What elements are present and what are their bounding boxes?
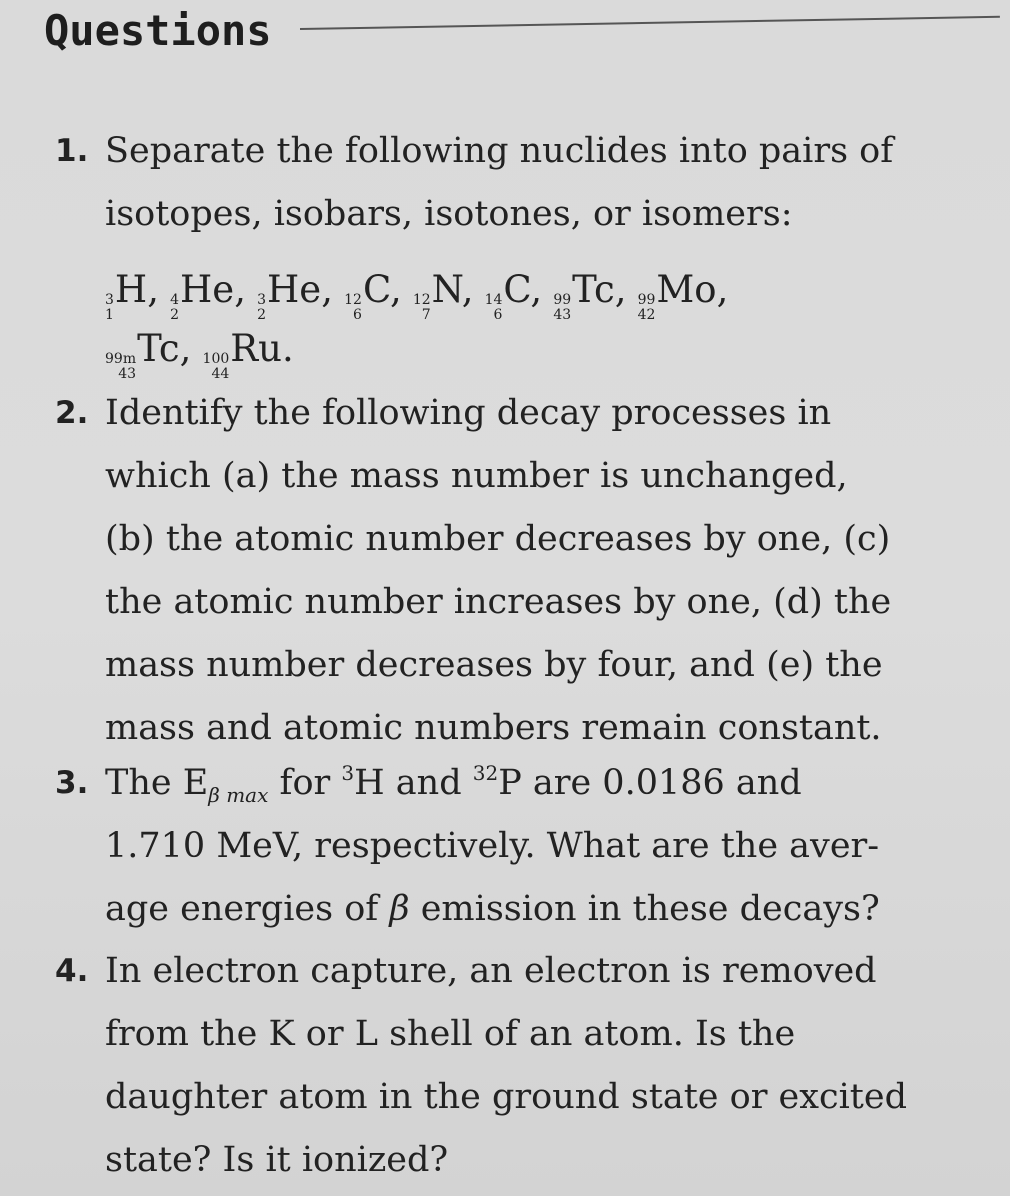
mass-number: 12	[412, 292, 431, 309]
question-text-line: daughter atom in the ground state or excited	[105, 1077, 907, 1117]
question-1	[55, 120, 975, 382]
question-text-line: In electron capture, an electron is removed	[105, 951, 877, 991]
element-symbol: He	[267, 268, 322, 311]
mass-number: 3	[257, 292, 267, 309]
nuclide-indices	[257, 293, 266, 323]
element-symbol: H	[114, 268, 148, 311]
mass-number: 12	[344, 292, 362, 309]
question-text-line: age energies of β emission in these decays?	[105, 889, 880, 929]
question-text-line: (b) the atomic number decreases by one, (c)	[105, 519, 891, 559]
question-number: 4.	[55, 953, 89, 989]
nuclide-indices	[105, 352, 136, 382]
question-number: 1.	[55, 133, 89, 169]
nuclide	[105, 264, 159, 323]
atomic-number: 1	[105, 307, 114, 324]
element-symbol: N	[431, 268, 462, 311]
question-number: 2.	[55, 395, 89, 431]
element-symbol: C	[503, 268, 531, 311]
mass-number: 14	[484, 292, 503, 309]
mass-number: 3	[341, 761, 355, 785]
atomic-number: 43	[118, 366, 137, 383]
separator: ,	[716, 268, 729, 311]
nuclide-indices	[638, 293, 656, 323]
nuclide	[105, 323, 191, 382]
nuclide	[413, 264, 474, 323]
question-text-line: state? Is it ionized?	[105, 1140, 449, 1180]
element-symbol: Mo	[656, 268, 717, 311]
atomic-number: 7	[421, 307, 431, 324]
nuclide	[344, 264, 402, 323]
question-text-line: mass number decreases by four, and (e) the	[105, 645, 883, 685]
element-symbol: Tc	[572, 268, 615, 311]
question-text-line: which (a) the mass number is unchanged,	[105, 456, 848, 496]
question-3	[55, 752, 975, 941]
nuclide	[170, 264, 246, 323]
question-text-line: from the K or L shell of an atom. Is the	[105, 1014, 796, 1054]
nuclide-indices	[344, 293, 362, 323]
nuclide	[553, 264, 626, 323]
question-text-line: 1.710 MeV, respectively. What are the aver-	[105, 826, 880, 866]
atomic-number: 42	[637, 307, 656, 324]
nuclide-indices	[485, 293, 503, 323]
page-heading: Questions	[44, 6, 272, 55]
beta-symbol: β	[389, 889, 410, 929]
mass-number: 32	[472, 761, 499, 785]
nuclide-indices	[170, 293, 179, 323]
element-symbol: C	[362, 268, 390, 311]
atomic-number: 44	[211, 366, 230, 383]
question-text-line: The $E_{\beta max}$ for $^3$H and $^{32}$P are 0.0186 and	[105, 761, 802, 807]
question-text-line: isotopes, isobars, isotones, or isomers:	[105, 194, 793, 234]
nuclide	[638, 264, 729, 323]
element-symbol: He	[180, 268, 235, 311]
separator: ,	[461, 268, 474, 311]
separator: ,	[147, 268, 159, 311]
atomic-number: 6	[353, 307, 362, 324]
mass-number: 99	[553, 292, 572, 309]
question-4	[55, 940, 975, 1192]
nuclide-indices	[413, 293, 431, 323]
nuclide-indices	[553, 293, 571, 323]
nuclide	[257, 264, 333, 323]
nuclide-list	[105, 264, 805, 382]
question-number: 3.	[55, 765, 89, 801]
atomic-number: 43	[553, 307, 572, 324]
question-text-line: the atomic number increases by one, (d) the	[105, 582, 892, 622]
separator: ,	[234, 268, 246, 311]
nuclide-indices	[105, 293, 114, 323]
mass-number: 3	[105, 292, 114, 309]
separator: ,	[321, 268, 333, 311]
separator: ,	[389, 268, 402, 311]
question-text-line: Identify the following decay processes in	[105, 393, 832, 433]
separator: ,	[530, 268, 543, 311]
atomic-number: 2	[257, 307, 267, 324]
atomic-number: 2	[170, 307, 180, 324]
separator: .	[281, 327, 294, 371]
atomic-number: 6	[493, 307, 503, 324]
question-text-line: mass and atomic numbers remain constant.	[105, 708, 882, 748]
nuclide	[485, 264, 543, 323]
mass-number: 100	[202, 351, 230, 368]
nuclide-indices	[203, 352, 230, 382]
element-symbol: Ru	[230, 327, 282, 371]
mass-number: 99	[637, 292, 656, 309]
separator: ,	[179, 327, 192, 371]
mass-number: 4	[170, 292, 180, 309]
mass-number: 99m	[105, 351, 137, 368]
nuclide	[203, 323, 294, 382]
beta-max-subscript: β max	[208, 783, 269, 807]
question-2	[55, 382, 975, 760]
element-symbol: Tc	[137, 327, 180, 371]
question-text-line: Separate the following nuclides into pairs of	[105, 131, 894, 171]
heading-rule	[300, 16, 1000, 30]
separator: ,	[614, 268, 627, 311]
